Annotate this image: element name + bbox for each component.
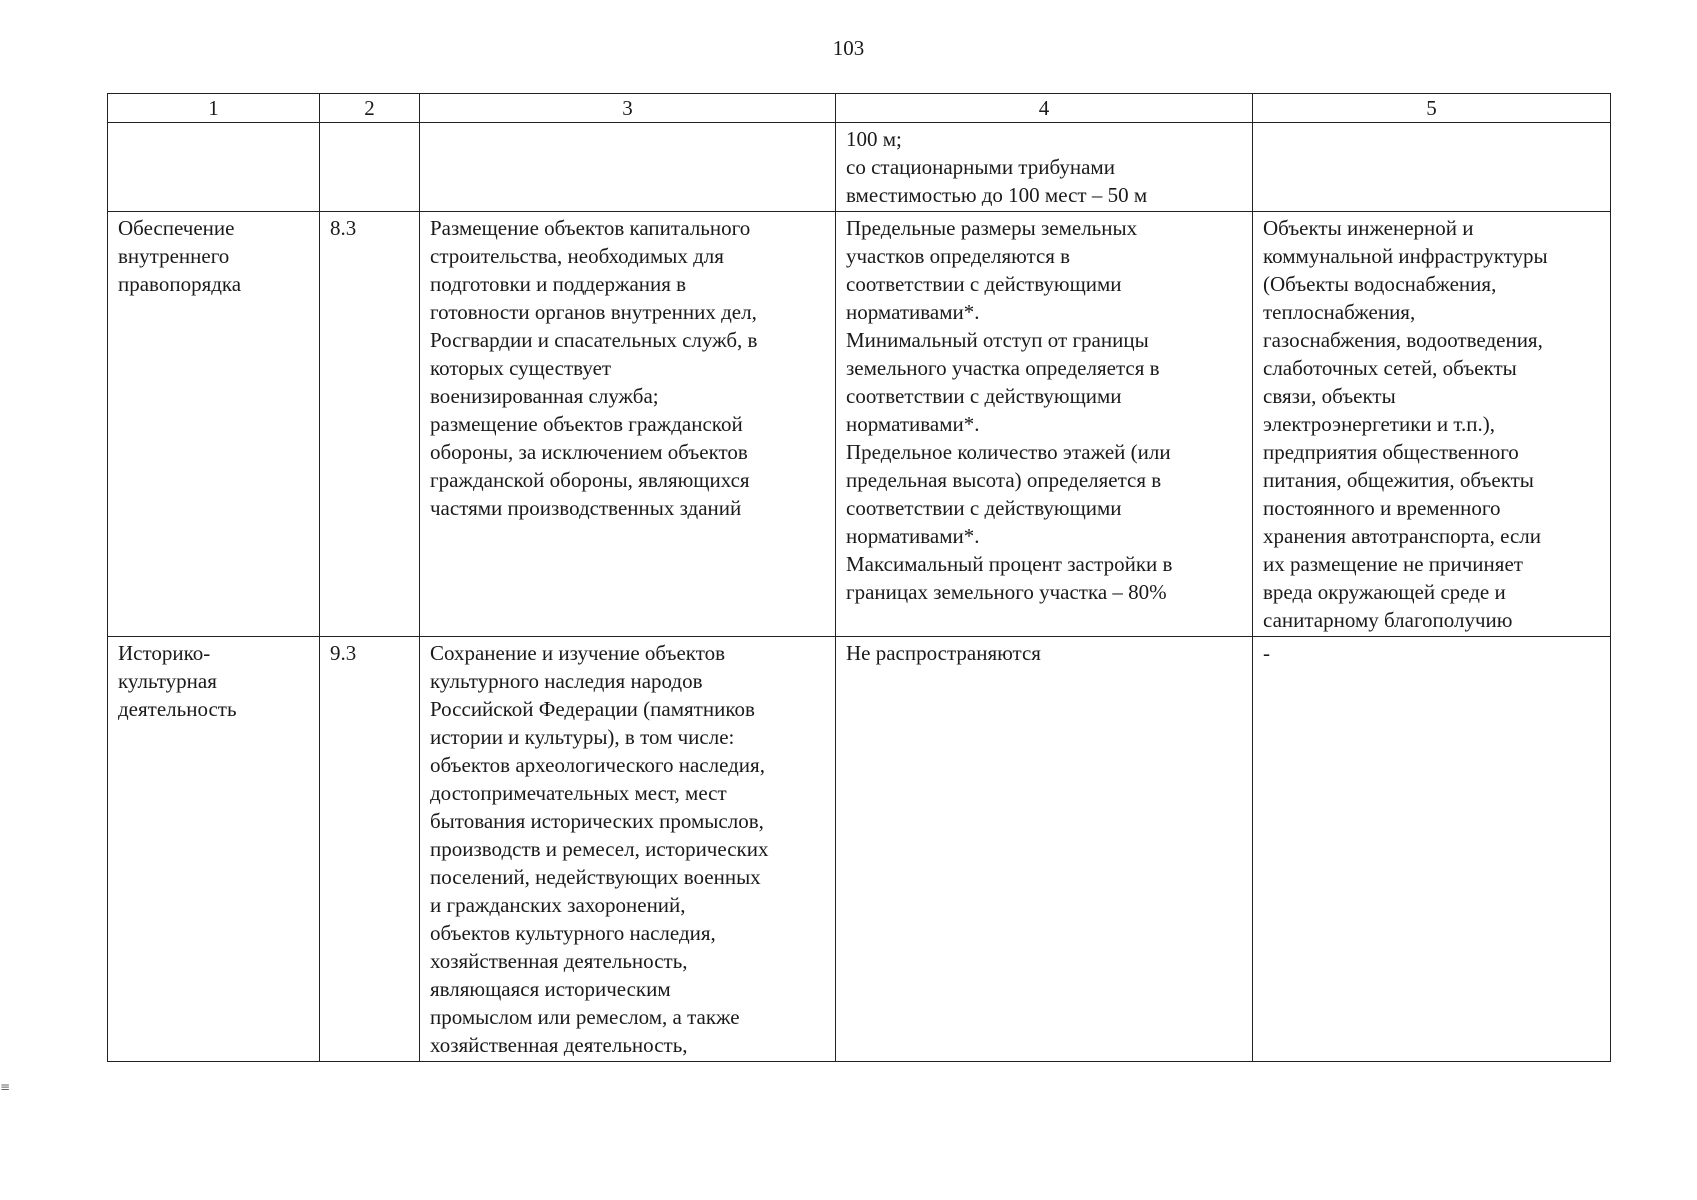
table-row xyxy=(108,212,1611,637)
header-cell-4: 4 xyxy=(836,94,1253,123)
table-cell: Сохранение и изучение объектов культурного наследия народов Российской Федерации (памятников истории и культуры), в том числе: объектов археологического наследия, достопримечательных мест, мест бытования исторических промыслов, производств и ремесел, исторических поселений, недействующих военных и гражданских захоронений, объектов культурного наследия, хозяйственная деятельность, являющаяся историческим промыслом или ремеслом, а также хозяйственная деятельность, xyxy=(420,637,836,1062)
regulations-table xyxy=(107,93,1611,1062)
table-cell: Не распространяются xyxy=(836,637,1253,1062)
table-cell: Объекты инженерной и коммунальной инфраструктуры (Объекты водоснабжения, теплоснабжения, газоснабжения, водоотведения, слаботочных сетей, объекты связи, объекты электроэнергетики и т.п.), предприятия общественного питания, общежития, объекты постоянного и временного хранения автотранспорта, если их размещение не причиняет вреда окружающей среде и санитарному благополучию xyxy=(1253,212,1611,637)
header-cell-5: 5 xyxy=(1253,94,1611,123)
table-row xyxy=(108,123,1611,212)
header-cell-2: 2 xyxy=(320,94,420,123)
header-cell-1: 1 xyxy=(108,94,320,123)
table-cell: - xyxy=(1253,637,1611,1062)
table-row xyxy=(108,637,1611,1062)
header-row xyxy=(108,94,1611,123)
scan-margin-mark: ≡ xyxy=(0,1080,11,1094)
page-number: 103 xyxy=(832,36,865,60)
table-cell xyxy=(420,123,836,212)
table-cell: Размещение объектов капитального строительства, необходимых для подготовки и поддержания в готовности органов внутренних дел, Росгвардии и спасательных служб, в которых существует военизированная служба; размещение объектов гражданской обороны, за исключением объектов гражданской обороны, являющихся частями производственных зданий xyxy=(420,212,836,637)
table-cell xyxy=(108,123,320,212)
table-cell: 100 м; со стационарными трибунами вместимостью до 100 мест – 50 м xyxy=(836,123,1253,212)
header-cell-3: 3 xyxy=(420,94,836,123)
table-cell: 8.3 xyxy=(320,212,420,637)
table-cell: Историко- культурная деятельность xyxy=(108,637,320,1062)
table-cell xyxy=(320,123,420,212)
table-cell: 9.3 xyxy=(320,637,420,1062)
table-cell: Предельные размеры земельных участков определяются в соответствии с действующими нормативами*. Минимальный отступ от границы земельного участка определяется в соответствии с действующими нормативами*. Предельное количество этажей (или предельная высота) определяется в соответствии с действующими нормативами*. Максимальный процент застройки в границах земельного участка – 80% xyxy=(836,212,1253,637)
table-cell xyxy=(1253,123,1611,212)
table-cell: Обеспечение внутреннего правопорядка xyxy=(108,212,320,637)
